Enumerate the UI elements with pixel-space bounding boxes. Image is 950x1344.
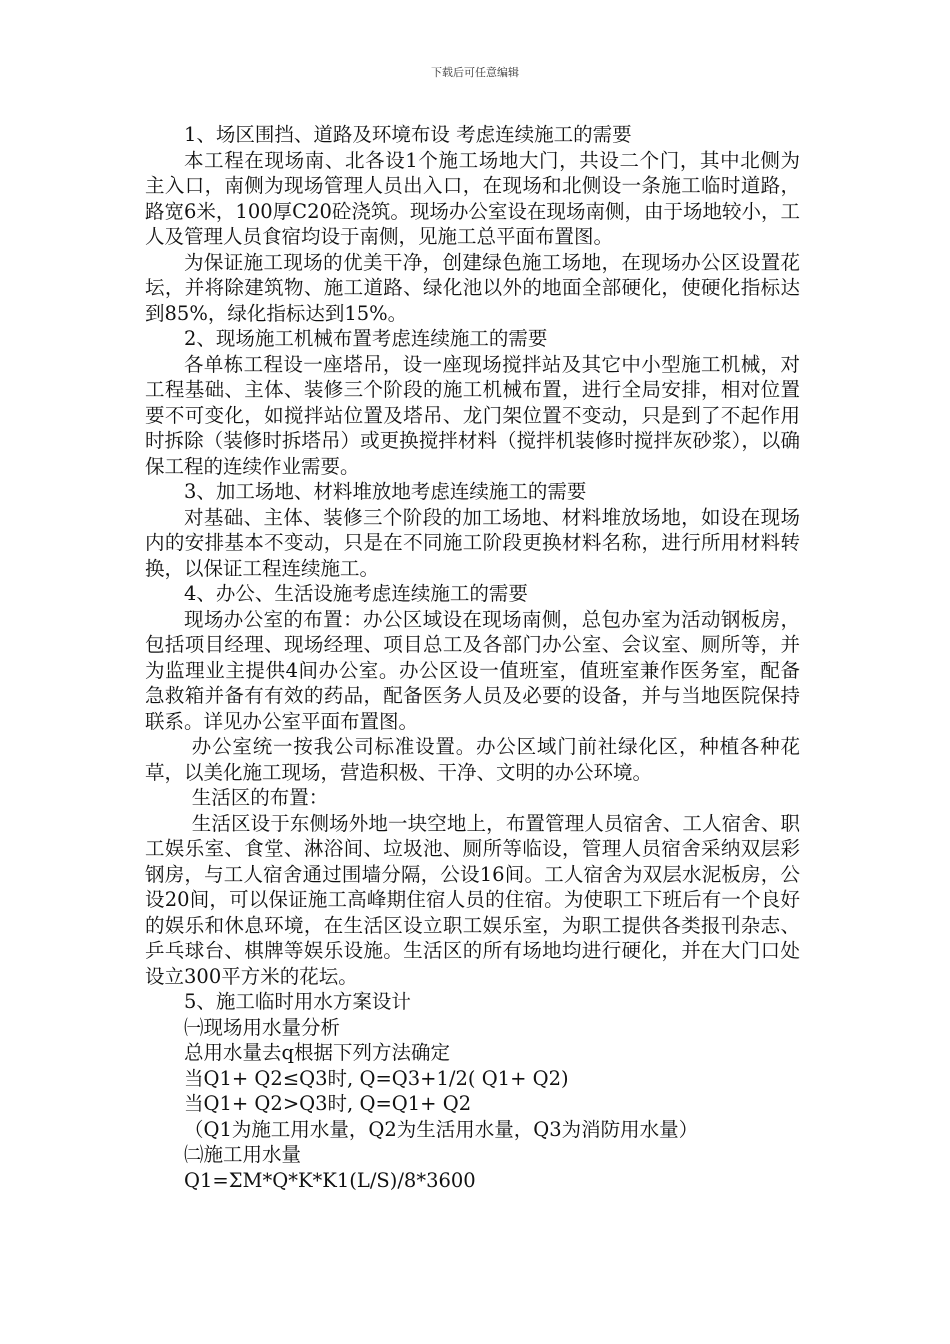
paragraph: 本工程在现场南、北各设1个施工场地大门，共设二个门，其中北侧为主入口，南侧为现场管理人员出入口，在现场和北侧设一条施工临时道路，路宽6米，100厚C20砼浇筑。现场办公室设在现场南侧，由于场地较小，工人及管理人员食宿均设于南侧，见施工总平面布置图。	[145, 148, 800, 248]
subheading: 生活区的布置：	[191, 786, 329, 809]
paragraph: 办公室统一按我公司标准设置。办公区域门前社绿化区，种植各种花草，以美化施工现场，营造积极、干净、文明的办公环境。	[145, 735, 800, 784]
section-heading-4: 4、办公、生活设施考虑连续施工的需要	[184, 582, 528, 605]
document-body	[145, 122, 800, 1193]
paragraph: 对基础、主体、装修三个阶段的加工场地、材料堆放场地，如设在现场内的安排基本不变动，只是在不同施工阶段更换材料名称，进行所用材料转换，以保证工程连续施工。	[145, 505, 800, 580]
paragraph: 生活区设于东侧场外地一块空地上，布置管理人员宿舍、工人宿舍、职工娱乐室、食堂、淋浴间、垃圾池、厕所等临设，管理人员宿舍采纳双层彩钢房，与工人宿舍通过围墙分隔，公设16间。工人宿舍为双层水泥板房，公设20间，可以保证施工高峰期住宿人员的住宿。为使职工下班后有一个良好的娱乐和休息环境，在生活区设立职工娱乐室，为职工提供各类报刊杂志、乒乓球台、棋牌等娱乐设施。生活区的所有场地均进行硬化，并在大门口处设立300平方米的花坛。	[145, 811, 800, 988]
paragraph: 现场办公室的布置：办公区域设在现场南侧，总包办室为活动钢板房，包括项目经理、现场经理、项目总工及各部门办公室、会议室、厕所等，并为监理业主提供4间办公室。办公区设一值班室，值班室兼作医务室，配备急救箱并备有有效的药品，配备医务人员及必要的设备，并与当地医院保持联系。详见办公室平面布置图。	[145, 607, 800, 733]
paragraph: 总用水量去q根据下列方法确定	[184, 1041, 450, 1064]
paragraph: 为保证施工现场的优美干净，创建绿色施工场地，在现场办公区设置花坛，并将除建筑物、施工道路、绿化池以外的地面全部硬化，使硬化指标达到85%，绿化指标达到15%。	[145, 250, 800, 325]
section-heading-1: 1、场区围挡、道路及环境布设 考虑连续施工的需要	[184, 123, 632, 146]
section-heading-3: 3、加工场地、材料堆放地考虑连续施工的需要	[184, 480, 587, 503]
formula-line: 当Q1+ Q2>Q3时, Q=Q1+ Q2	[184, 1092, 472, 1115]
formula-line: Q1=ΣM*Q*K*K1(L/S)/8*3600	[184, 1168, 476, 1192]
subheading: ㈠现场用水量分析	[184, 1015, 341, 1039]
formula-note: （Q1为施工用水量，Q2为生活用水量，Q3为消防用水量）	[184, 1117, 699, 1141]
section-heading-2: 2、现场施工机械布置考虑连续施工的需要	[184, 327, 548, 350]
subheading: ㈡施工用水量	[184, 1143, 302, 1166]
formula-line: 当Q1+ Q2≤Q3时, Q=Q3+1/2( Q1+ Q2)	[184, 1066, 569, 1090]
section-heading-5: 5、施工临时用水方案设计	[184, 990, 411, 1013]
paragraph: 各单栋工程设一座塔吊，设一座现场搅拌站及其它中小型施工机械，对工程基础、主体、装修三个阶段的施工机械布置，进行全局安排，相对位置要不可变化，如搅拌站位置及塔吊、龙门架位置不变动，只是到了不起作用时拆除（装修时拆塔吊）或更换搅拌材料（搅拌机装修时搅拌灰砂浆），以确保工程的连续作业需要。	[145, 352, 800, 478]
page-header: 下载后可任意编辑	[431, 66, 519, 79]
